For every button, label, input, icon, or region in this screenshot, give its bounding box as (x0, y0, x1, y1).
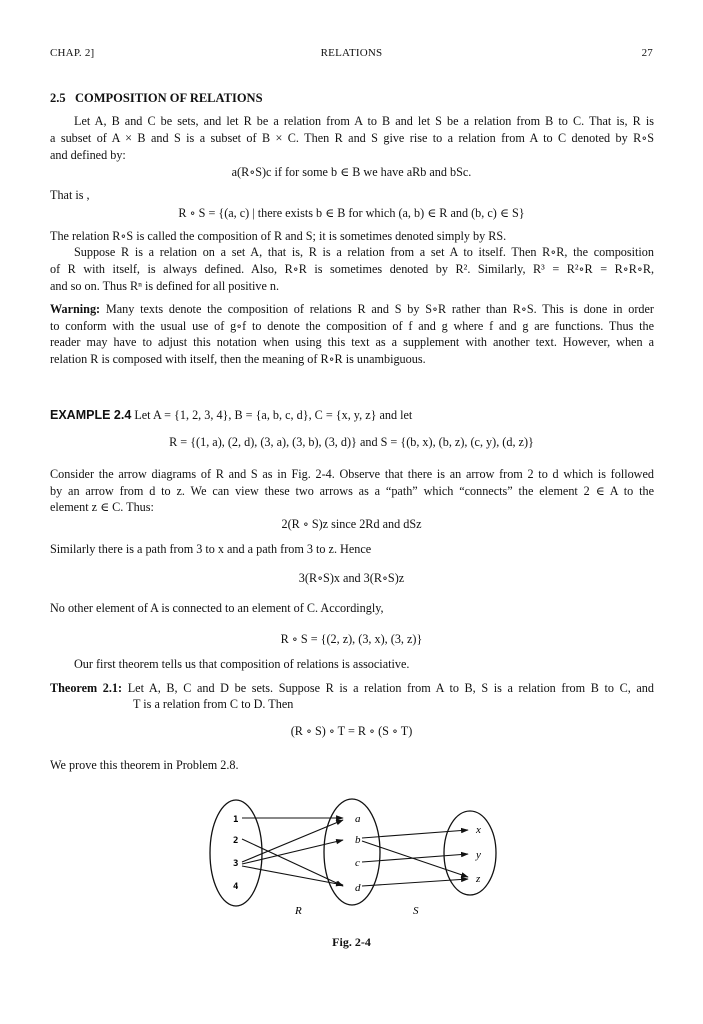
arrow-R-2-d (242, 839, 343, 886)
warning-line: to conform with the usual use of g∘f to denote the composition of f and g where f and g are functions. Thus the (50, 319, 654, 333)
example-sets: R = {(1, a), (2, d), (3, a), (3, b), (3, d)} and S = {(b, x), (b, z), (c, y), (d, z)} (169, 435, 534, 449)
element-C-z: z (476, 873, 481, 885)
arrow-R-3-a (242, 820, 343, 862)
similarly-text: Similarly there is a path from 3 to x and a path from 3 to z. Hence (50, 542, 372, 556)
warning-label: Warning: (50, 302, 101, 316)
element-A-3: 3 (233, 859, 239, 869)
example-para-line: by an arrow from d to z. We can view these two arrows as a “path” which “connects” the element 2 ∈ A to the (50, 484, 654, 498)
example-para-line: element z ∈ C. Thus: (50, 500, 154, 514)
prove-text: We prove this theorem in Problem 2.8. (50, 758, 239, 772)
header-chapter: CHAP. 2] (50, 47, 95, 59)
arrow-R-3-b (242, 840, 343, 864)
no-other-text: No other element of A is connected to an element of C. Accordingly, (50, 601, 384, 615)
first-theorem-text: Our first theorem tells us that composition of relations is associative. (74, 657, 410, 671)
section-title: COMPOSITION OF RELATIONS (75, 91, 263, 105)
theorem-line: T is a relation from C to D. Then (133, 697, 294, 711)
section-number: 2.5 (50, 91, 66, 105)
header-page-number: 27 (641, 47, 653, 59)
element-B-d: d (355, 882, 361, 894)
warning-text: Many texts denote the composition of relations R and S by S∘R rather than R∘S. This is done in order (100, 302, 654, 316)
element-A-4: 4 (233, 882, 239, 892)
para1-line: a subset of A × B and S is a subset of B × C. Then R and S give rise to a relation from A to C denoted by R∘S (50, 131, 654, 145)
element-B-a: a (355, 813, 361, 825)
element-B-b: b (355, 834, 361, 846)
para2-line: The relation R∘S is called the composition of R and S; it is sometimes denoted simply by RS. (50, 229, 507, 243)
equation-definition: a(R∘S)c if for some b ∈ B we have aRb and bSc. (231, 165, 472, 179)
that-is-text: That is , (50, 188, 90, 202)
para2-line: Suppose R is a relation on a set A, that is, R is a relation from a set A to itself. Then R∘R, the composition (74, 245, 654, 259)
equation-composition-set: R ∘ S = {(a, c) | there exists b ∈ B for which (a, b) ∈ R and (b, c) ∈ S} (178, 206, 525, 220)
figure-caption: Fig. 2-4 (332, 935, 371, 949)
element-C-x: x (476, 824, 481, 836)
equation-result: R ∘ S = {(2, z), (3, x), (3, z)} (280, 632, 423, 646)
element-A-1: 1 (233, 815, 239, 825)
equation-path: 2(R ∘ S)z since 2Rd and dSz (281, 517, 422, 531)
warning-line: relation R is composed with itself, then the meaning of R∘R is unambiguous. (50, 352, 426, 366)
para2-line: and so on. Thus Rⁿ is defined for all positive n. (50, 279, 280, 293)
equation-paths: 3(R∘S)x and 3(R∘S)z (298, 571, 405, 585)
para2-line: of R with itself, is always defined. Also, R∘R is sometimes denoted by R². Similarly, R³ = R²∘R = R∘R∘R, (50, 262, 654, 276)
equation-associativity: (R ∘ S) ∘ T = R ∘ (S ∘ T) (290, 724, 413, 738)
header-title: RELATIONS (320, 47, 383, 59)
warning-line: reader may have to adjust this notation when using this text as a supplement with another text. However, when a (50, 335, 654, 349)
set-C-oval (444, 811, 496, 895)
theorem-label: Theorem 2.1: (50, 681, 123, 695)
arrow-S-c-y (362, 854, 468, 862)
example-para-line: Consider the arrow diagrams of R and S as in Fig. 2-4. Observe that there is an arrow from 2 to d which is followed (50, 467, 654, 481)
element-B-c: c (355, 857, 360, 869)
example-label: EXAMPLE 2.4 (50, 408, 132, 422)
element-A-2: 2 (233, 836, 239, 846)
para1-line: Let A, B and C be sets, and let R be a relation from A to B and let S be a relation from B to C. That is, R is (74, 114, 654, 128)
theorem-text: Let A, B, C and D be sets. Suppose R is a relation from A to B, S is a relation from B to C, and (122, 681, 654, 695)
relation-label-S: S (413, 905, 419, 917)
para1-line: and defined by: (50, 148, 126, 162)
element-C-y: y (476, 849, 481, 861)
relation-label-R: R (295, 905, 302, 917)
example-intro: Let A = {1, 2, 3, 4}, B = {a, b, c, d}, C = {x, y, z} and let (131, 408, 413, 422)
set-B-oval (324, 799, 380, 905)
